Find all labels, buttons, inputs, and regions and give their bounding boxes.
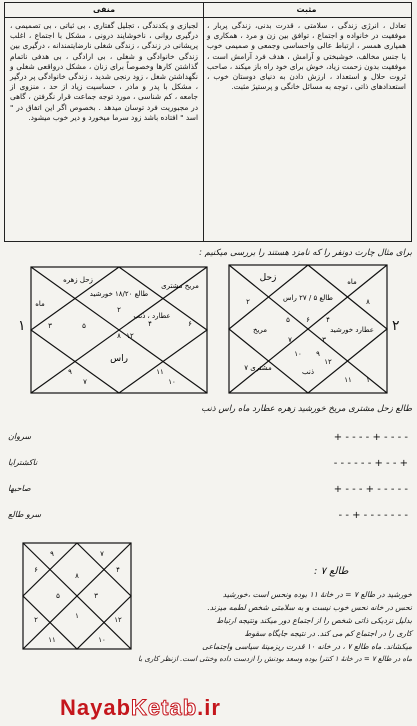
negative-column xyxy=(5,3,204,241)
grid-row-marks: - - - - - - + - - + xyxy=(333,458,408,469)
chart-left-num: ۷ xyxy=(83,378,87,386)
grid-row xyxy=(8,510,412,528)
chart-left-label: ماه xyxy=(35,300,45,308)
watermark-part: Ketab xyxy=(131,695,198,720)
watermark xyxy=(60,695,221,721)
chart-small-num: ۷ xyxy=(100,550,104,558)
birth-chart-right xyxy=(228,264,388,394)
chart-small-num: ۹ xyxy=(50,550,54,558)
chart-small-num: ۴ xyxy=(116,566,120,574)
taleh-heading: طالع ۷ : xyxy=(314,566,349,577)
chart-right-label: مریخ xyxy=(252,326,268,334)
intro-line: برای مثال چارت دونفر را که نامزد هستند را بررسی میکنیم : xyxy=(199,248,412,258)
chart-left-num: ۲ xyxy=(117,306,121,314)
chart-right-num: ۶ xyxy=(306,316,310,324)
note-line: کاری را در اجتماع کم می کند. در نتیجه جایگاه سقوط xyxy=(244,629,412,638)
grid-row-label: صاحبها xyxy=(8,484,31,493)
chart-right-label: ماه xyxy=(347,278,357,286)
chart-right-num: ۸ xyxy=(366,298,370,306)
chart-right-num: ۵ xyxy=(286,316,290,324)
notes-block xyxy=(8,588,412,666)
chart-small-num: ۳ xyxy=(94,592,98,600)
positive-text: تعادل ، انرژی زندگی ، سلامتی ، قدرت بدنی، زندگی پربار ، موفقیت در خانواده و اجتماع ، توافق بین زن و مرد ، همکاری و همیاری همسر ، ارتباط عالی واحساسی وجمعی و صمیمی خوب با جنس مخالف، خوشبختی و آرامش ، هدف فرد آرامش است ، موفقیت بدون زحمت زیاد، خوش برای خود راه باز میکند ، صاحب ثروت حلال و استعداد ، ارزش دادن به دنیای دوستان خوب ، استعدادهای ذاتی ، توجه به مسائل خانگی و پرستیژ مثبت. xyxy=(207,21,406,92)
chart-left-label: راس xyxy=(110,354,128,364)
grid-row-marks: + - - - + - - - - - xyxy=(333,484,408,495)
chart-right-label: ذنب xyxy=(302,368,314,376)
grid-row-label: سرو طالع xyxy=(8,510,42,519)
chart-small-num: ۱ xyxy=(75,612,79,620)
chart-left-label: مریخ مشتری xyxy=(161,282,199,290)
chart-right-num: ۴ xyxy=(326,316,330,324)
birth-chart-left xyxy=(30,266,208,394)
chart-right-num: ۲ xyxy=(246,298,250,306)
chart-right-num: ۱۲ xyxy=(324,358,332,366)
chart-right-num: ۱۱ xyxy=(344,376,352,384)
chart-left-num: ۳ xyxy=(48,322,52,330)
figure-number-left: ۱ xyxy=(18,318,26,334)
note-line: ماه در طالع ۷ = در خانهٔ ۱ کنترا بوده وسعد بودنش را ازدست داده وخنثی است. ازنظر کاری با xyxy=(138,655,412,663)
note-line: نحس در خانه نحس خوب نیست و به سلامتی شخص لطمه میزند. xyxy=(207,603,412,612)
negative-header: منفی xyxy=(5,3,203,18)
grid-row-marks: - - + - - - - - - - xyxy=(338,510,408,521)
chart-small-num: ۵ xyxy=(56,592,60,600)
grid-row-label: سروان xyxy=(8,432,32,441)
chart-right-num: ۷ xyxy=(288,336,292,344)
grid-header: طالع زحل مشتری مریخ خورشید زهره عطارد ماه راس ذنب xyxy=(201,404,412,414)
chart-left-label: طالع ۱۸/۲۰ خورشید xyxy=(89,290,149,298)
chart-left-num: ۸ xyxy=(117,332,121,340)
chart-right-num: ۳ xyxy=(322,336,326,344)
grid-row-label: ناکشترایا xyxy=(8,458,38,467)
chart-right-label: عطارد خورشید xyxy=(330,326,374,334)
negative-text: لجبازی و یکدندگی ، تجلیل گفتاری ، بی ثباتی ، بی تصمیمی ، درگیری روانی ، ناخوشایند درونی ، مشکل با اجتماع ، اغلب پریشانی در زندگی ، زندگی شغلی نارضایتمندانه ، درگیری بین زندگی خانوادگی و شغلی ، بی ارادگی ، بی هدفی ناتمام گذاشتن کارها وخصوصاً برای زنان ، مشکل درواقعی شغلی و نگهداشتن شغل ، زود رنجی شدید ، زندگی خانوادگی پر درگیر ، مشکل با پدر و مادر ، حساسیت زیاد از حد ، منزوی از جامعه ، کم شناسی ، مورد توجه جماعت قرار نگرفتن ، گاهی در مجبوریت فرد توسان میدهد . بخصوص اگر این اتفاق در " اسد " افتاده باشد زود سرما میخورد و دیر خوب میشود. xyxy=(10,21,198,122)
chart-right-label: ۷ مشتری xyxy=(244,364,272,372)
chart-small-num: ۱۰ xyxy=(98,636,106,644)
positive-header: مثبت xyxy=(202,3,411,18)
chart-small-num: ۸ xyxy=(75,572,79,580)
grid-row xyxy=(8,432,412,450)
chart-left-num: ۱۰ xyxy=(168,378,176,386)
chart-right-label: طالع ۵ / ۲۷ راس xyxy=(282,294,334,302)
planet-grid xyxy=(8,404,412,534)
note-line: بدلیل نزدیکی ذاتی شخص را از اجتماع دور میکند ونتیجه ارتباط xyxy=(216,616,412,625)
chart-right-num: ۱۰ xyxy=(294,350,302,358)
chart-small-num: ۱۱ xyxy=(48,636,56,644)
chart-left-label: عطارد ، ذنب xyxy=(133,312,171,320)
note-line: خورشید در طالع ۷ = در خانهٔ ۱۱ بوده ونحس است ،خورشید xyxy=(222,590,412,599)
chart-right-label: زحل xyxy=(259,273,277,283)
chart-left-num: ۹ xyxy=(68,368,72,376)
note-line: میکشاند. ماه طالع ۷ ، در خانه ۱۰ قدرت ریزمینهٔ سیاسی واجتماعی xyxy=(202,642,412,651)
chart-small-num: ۱۲ xyxy=(114,616,122,624)
positive-column xyxy=(202,3,411,241)
chart-left-num: ۱۲ xyxy=(126,332,134,340)
chart-left-label: زحل زهره xyxy=(63,276,93,284)
grid-row-marks: + - - - - + - - - - xyxy=(333,432,408,443)
grid-row xyxy=(8,458,412,476)
chart-small-num: ۲ xyxy=(34,616,38,624)
figure-number-right: ۲ xyxy=(392,318,400,334)
grid-row xyxy=(8,484,412,502)
chart-right-num: ۱ xyxy=(366,376,370,384)
comparison-table xyxy=(4,2,412,242)
chart-small-num: ۶ xyxy=(34,566,38,574)
chart-left-num: ۱۱ xyxy=(156,368,164,376)
chart-right-num: ۹ xyxy=(316,350,320,358)
chart-left-num: ۶ xyxy=(188,320,192,328)
watermark-part: Nayab xyxy=(60,695,132,720)
chart-left-num: ۵ xyxy=(82,322,86,330)
watermark-part: .ir xyxy=(197,695,221,720)
chart-left-num: ۴ xyxy=(148,320,152,328)
